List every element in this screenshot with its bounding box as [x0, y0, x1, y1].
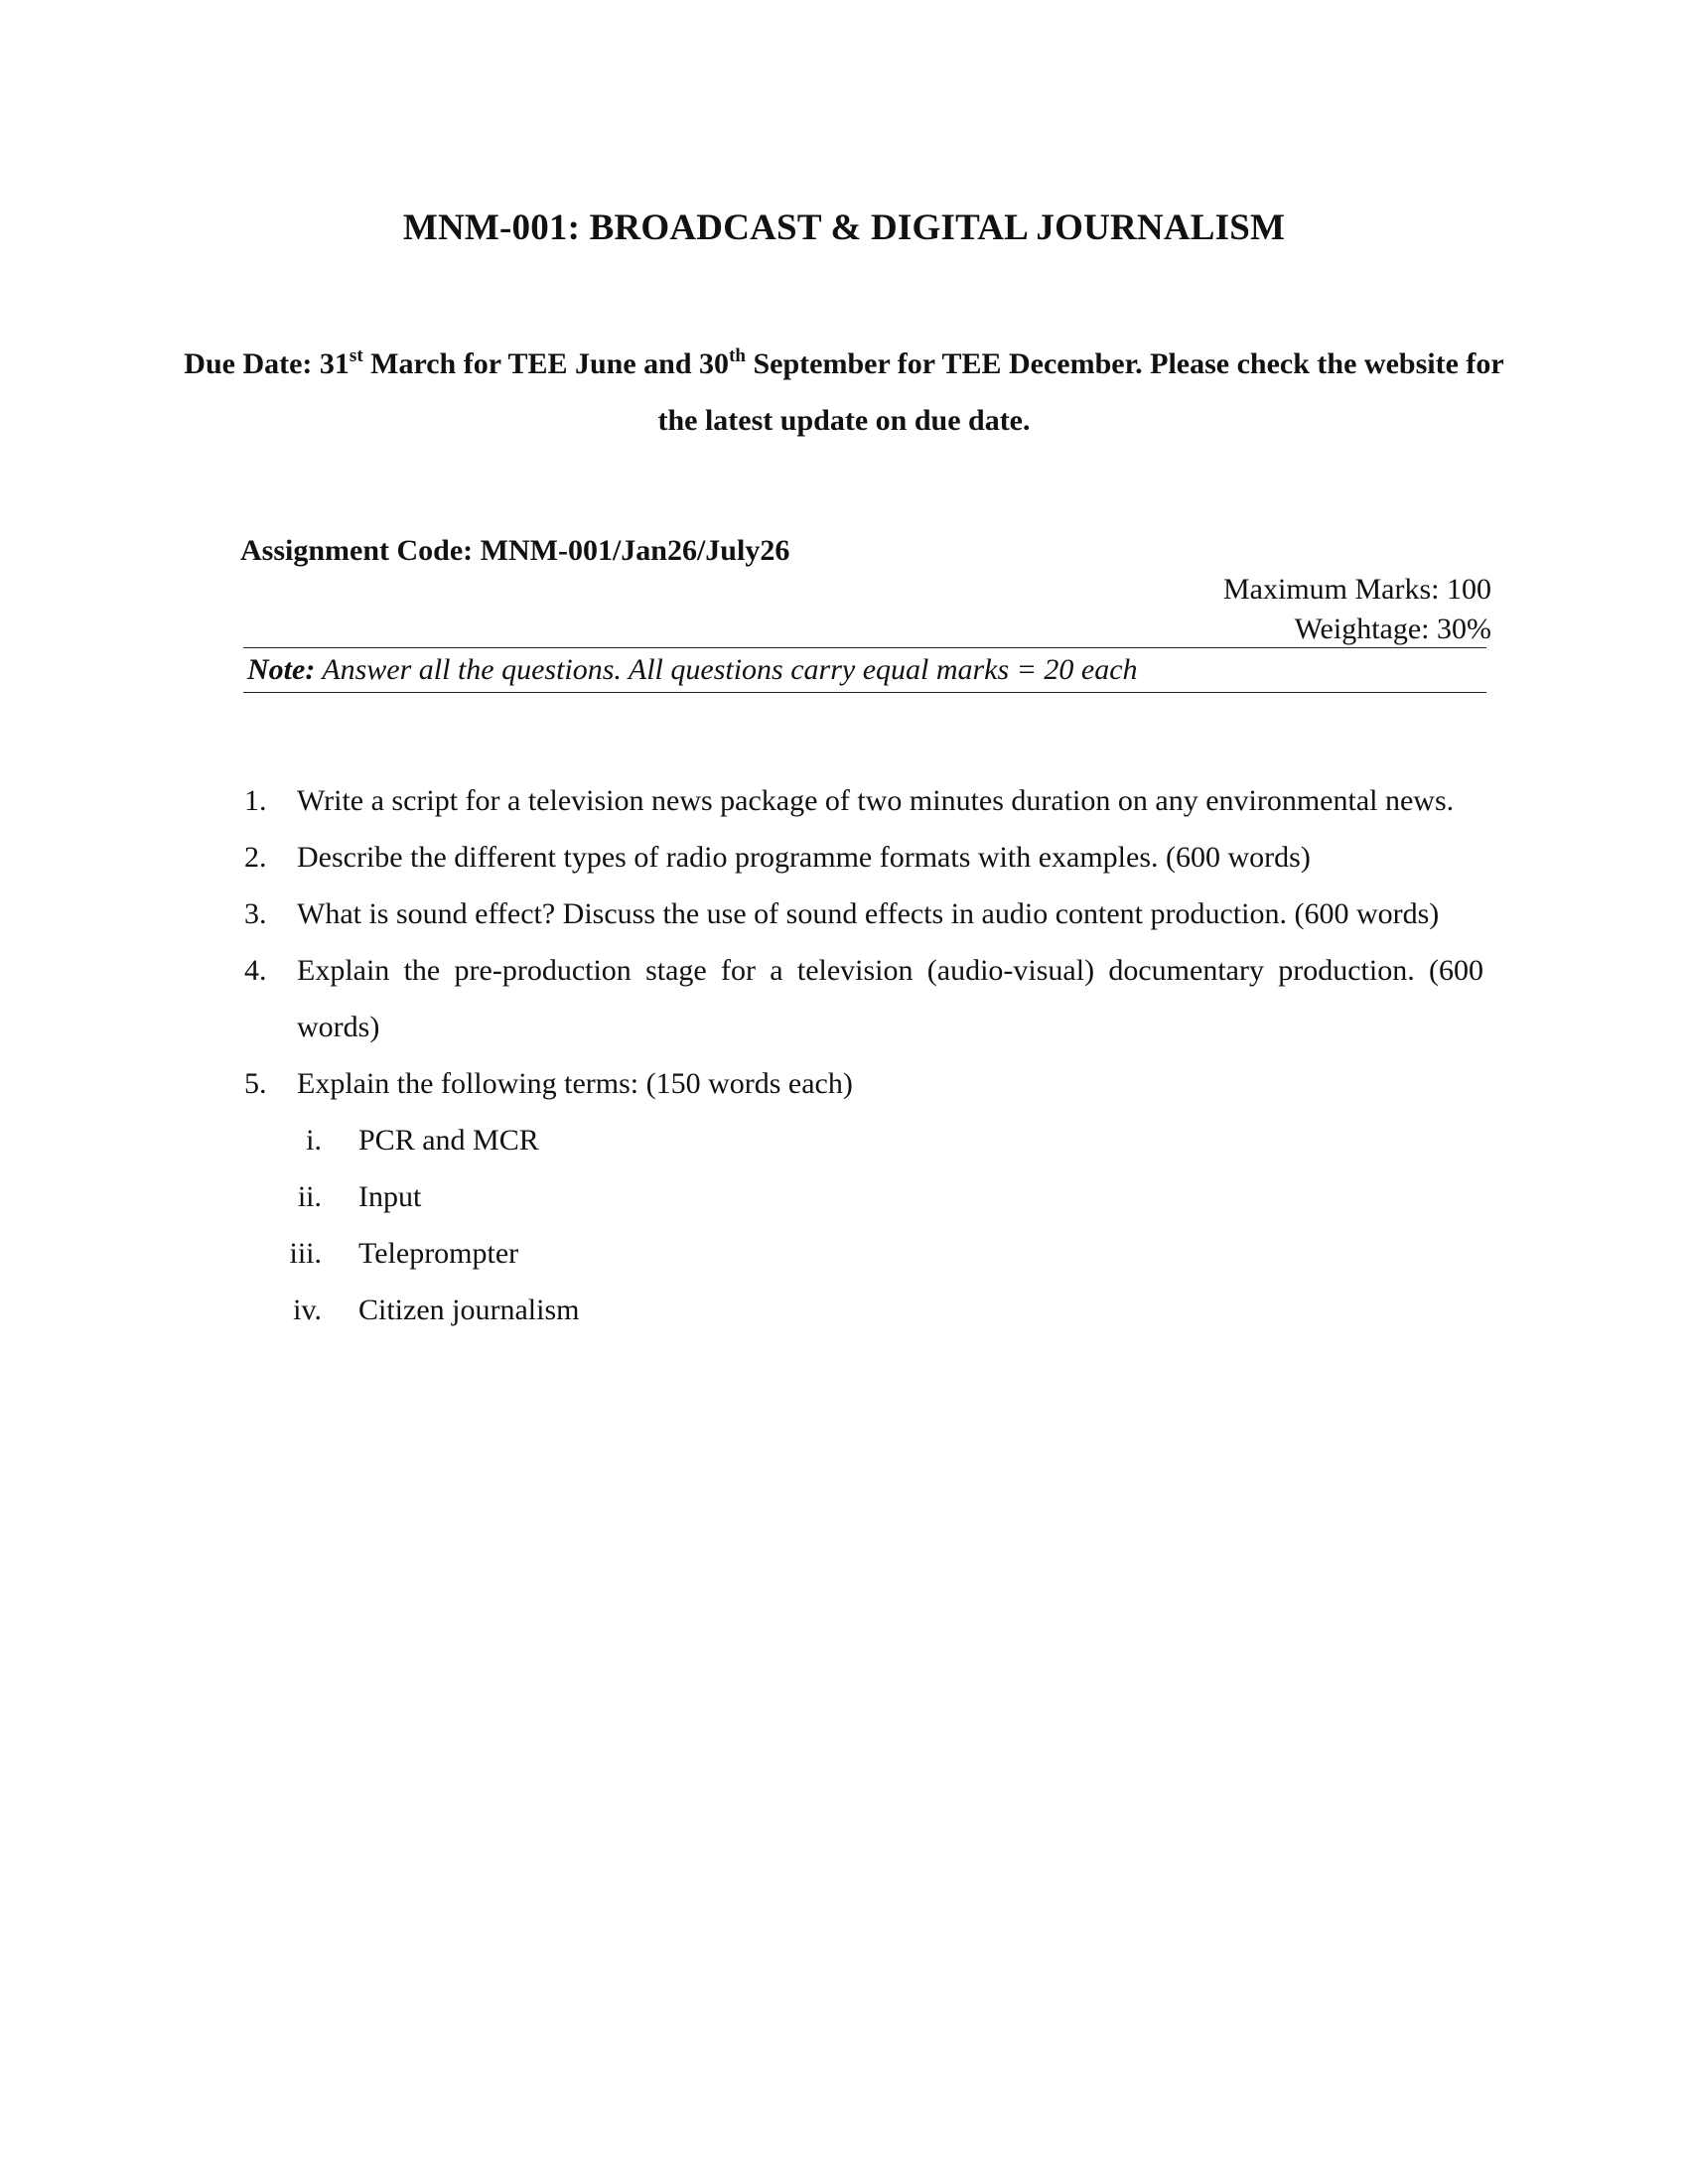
- due-date-middle: March for TEE June and 30: [362, 347, 730, 380]
- assignment-code: Assignment Code: MNM-001/Jan26/July26: [240, 534, 790, 567]
- sub-item-number: iv.: [293, 1294, 322, 1326]
- sub-item: [240, 1112, 1483, 1168]
- sub-item-number: ii.: [297, 1180, 322, 1213]
- question-number: 1.: [244, 784, 267, 817]
- sub-item-text: Teleprompter: [358, 1237, 519, 1270]
- document-title: MNM-001: BROADCAST & DIGITAL JOURNALISM: [402, 207, 1286, 248]
- note-box: [243, 647, 1486, 693]
- question-text: Explain the following terms: (150 words each): [297, 1067, 853, 1100]
- question-text: Describe the different types of radio programme formats with examples. (600 words): [297, 841, 1311, 874]
- question-item: [240, 1055, 1483, 1112]
- due-date-prefix: Due Date: 31: [184, 347, 350, 380]
- weightage: Weightage: 30%: [1294, 613, 1491, 645]
- sub-item-text: Citizen journalism: [358, 1294, 580, 1326]
- sub-item: [240, 1225, 1483, 1282]
- maximum-marks: Maximum Marks: 100: [1223, 573, 1491, 606]
- sub-item: [240, 1282, 1483, 1338]
- question-text: Write a script for a television news package of two minutes duration on any environmental news.: [297, 784, 1455, 817]
- sub-item: [240, 1168, 1483, 1225]
- question-number: 4.: [244, 954, 267, 987]
- question-text: What is sound effect? Discuss the use of sound effects in audio content production. (600 words): [297, 897, 1440, 930]
- sub-item-text: PCR and MCR: [358, 1124, 539, 1157]
- question-list: [240, 772, 1483, 1338]
- sub-item-text: Input: [358, 1180, 422, 1213]
- marks-block: [1223, 570, 1491, 649]
- due-date-sup-st: st: [349, 345, 363, 366]
- due-date-suffix: September for TEE December. Please check the website for the latest update on due date.: [657, 347, 1504, 437]
- question-item: [240, 772, 1483, 829]
- sub-item-number: iii.: [289, 1237, 322, 1270]
- question-item: [240, 829, 1483, 886]
- note-text: Answer all the questions. All questions carry equal marks = 20 each: [315, 653, 1138, 686]
- due-date-notice: [169, 336, 1519, 449]
- question-number: 2.: [244, 841, 267, 874]
- question-item: [240, 886, 1483, 942]
- question-item: [240, 942, 1483, 1055]
- note-label: Note:: [247, 653, 316, 686]
- question-number: 5.: [244, 1067, 267, 1100]
- question-number: 3.: [244, 897, 267, 930]
- sub-item-number: i.: [306, 1124, 322, 1157]
- question-text: Explain the pre-production stage for a television (audio-visual) documentary production. (600 words): [297, 954, 1483, 1043]
- due-date-sup-th: th: [729, 345, 746, 366]
